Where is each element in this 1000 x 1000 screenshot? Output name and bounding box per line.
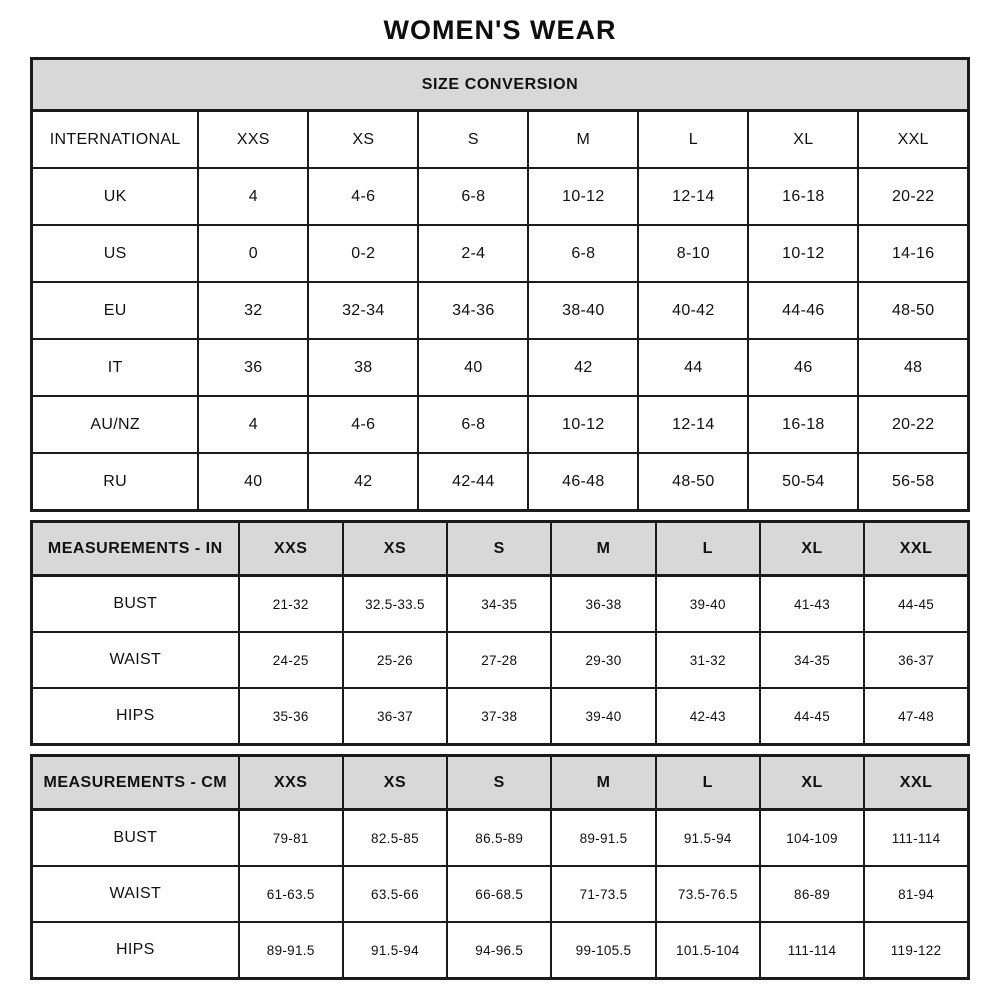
size-header-cell: XXL <box>864 522 968 576</box>
value-cell: 0-2 <box>308 225 418 282</box>
value-cell: 4-6 <box>308 168 418 225</box>
value-cell: 8-10 <box>638 225 748 282</box>
value-cell: 91.5-94 <box>343 922 447 979</box>
value-cell: 73.5-76.5 <box>656 866 760 922</box>
size-header-cell: L <box>638 111 748 169</box>
value-cell: 27-28 <box>447 632 551 688</box>
value-cell: 44-45 <box>864 576 968 633</box>
value-cell: 34-36 <box>418 282 528 339</box>
value-cell: 6-8 <box>528 225 638 282</box>
value-cell: 35-36 <box>239 688 343 745</box>
size-header-cell: XL <box>760 522 864 576</box>
value-cell: 48 <box>858 339 968 396</box>
value-cell: 36-37 <box>864 632 968 688</box>
value-cell: 99-105.5 <box>551 922 655 979</box>
value-cell: 20-22 <box>858 168 968 225</box>
table-row <box>32 339 969 396</box>
row-label-cell: WAIST <box>32 632 239 688</box>
value-cell: 40-42 <box>638 282 748 339</box>
value-cell: 34-35 <box>760 632 864 688</box>
size-header-cell: XXS <box>198 111 308 169</box>
value-cell: 10-12 <box>748 225 858 282</box>
row-label-cell: RU <box>32 453 199 511</box>
value-cell: 29-30 <box>551 632 655 688</box>
table-row <box>32 168 969 225</box>
size-header-cell: L <box>656 522 760 576</box>
value-cell: 16-18 <box>748 396 858 453</box>
row-label-cell: WAIST <box>32 866 239 922</box>
value-cell: 6-8 <box>418 168 528 225</box>
value-cell: 89-91.5 <box>551 810 655 867</box>
column-header-row <box>32 111 969 169</box>
row-label-cell: HIPS <box>32 688 239 745</box>
value-cell: 41-43 <box>760 576 864 633</box>
value-cell: 25-26 <box>343 632 447 688</box>
value-cell: 32 <box>198 282 308 339</box>
value-cell: 34-35 <box>447 576 551 633</box>
value-cell: 24-25 <box>239 632 343 688</box>
table-row <box>32 688 969 745</box>
value-cell: 39-40 <box>551 688 655 745</box>
value-cell: 6-8 <box>418 396 528 453</box>
table-row <box>32 396 969 453</box>
row-label-cell: US <box>32 225 199 282</box>
value-cell: 104-109 <box>760 810 864 867</box>
value-cell: 47-48 <box>864 688 968 745</box>
value-cell: 86.5-89 <box>447 810 551 867</box>
size-conversion-table <box>30 57 970 512</box>
value-cell: 46 <box>748 339 858 396</box>
value-cell: 71-73.5 <box>551 866 655 922</box>
value-cell: 39-40 <box>656 576 760 633</box>
value-cell: 81-94 <box>864 866 968 922</box>
table-title-cell: MEASUREMENTS - IN <box>32 522 239 576</box>
table-row <box>32 632 969 688</box>
size-header-cell: S <box>447 522 551 576</box>
table-row <box>32 866 969 922</box>
column-header-row <box>32 756 969 810</box>
value-cell: 63.5-66 <box>343 866 447 922</box>
size-header-cell: XS <box>343 522 447 576</box>
size-header-cell: S <box>418 111 528 169</box>
size-chart-page <box>30 12 970 980</box>
size-header-cell: M <box>551 522 655 576</box>
page-title: WOMEN'S WEAR <box>383 15 617 45</box>
value-cell: 16-18 <box>748 168 858 225</box>
size-header-cell: M <box>528 111 638 169</box>
value-cell: 56-58 <box>858 453 968 511</box>
value-cell: 79-81 <box>239 810 343 867</box>
size-header-cell: XS <box>308 111 418 169</box>
size-header-cell: XXS <box>239 756 343 810</box>
value-cell: 86-89 <box>760 866 864 922</box>
value-cell: 50-54 <box>748 453 858 511</box>
size-header-cell: XXL <box>864 756 968 810</box>
size-header-cell: M <box>551 756 655 810</box>
value-cell: 0 <box>198 225 308 282</box>
size-conversion-banner: SIZE CONVERSION <box>32 59 969 111</box>
value-cell: 21-32 <box>239 576 343 633</box>
measurements-in-table <box>30 520 970 746</box>
value-cell: 12-14 <box>638 168 748 225</box>
value-cell: 37-38 <box>447 688 551 745</box>
value-cell: 111-114 <box>760 922 864 979</box>
value-cell: 89-91.5 <box>239 922 343 979</box>
value-cell: 66-68.5 <box>447 866 551 922</box>
value-cell: 44 <box>638 339 748 396</box>
size-header-cell: XXL <box>858 111 968 169</box>
value-cell: 48-50 <box>858 282 968 339</box>
row-label-cell: BUST <box>32 576 239 633</box>
value-cell: 36-37 <box>343 688 447 745</box>
column-header-row <box>32 522 969 576</box>
row-label-cell: HIPS <box>32 922 239 979</box>
table-row <box>32 282 969 339</box>
value-cell: 42 <box>308 453 418 511</box>
table-row <box>32 576 969 633</box>
table-title-cell: MEASUREMENTS - CM <box>32 756 239 810</box>
value-cell: 42 <box>528 339 638 396</box>
row-label-cell: IT <box>32 339 199 396</box>
value-cell: 82.5-85 <box>343 810 447 867</box>
measurements-cm-table <box>30 754 970 980</box>
value-cell: 48-50 <box>638 453 748 511</box>
value-cell: 101.5-104 <box>656 922 760 979</box>
value-cell: 40 <box>198 453 308 511</box>
value-cell: 46-48 <box>528 453 638 511</box>
value-cell: 4 <box>198 396 308 453</box>
value-cell: 61-63.5 <box>239 866 343 922</box>
value-cell: 4 <box>198 168 308 225</box>
table-title-cell: INTERNATIONAL <box>32 111 199 169</box>
value-cell: 94-96.5 <box>447 922 551 979</box>
value-cell: 38 <box>308 339 418 396</box>
value-cell: 42-43 <box>656 688 760 745</box>
value-cell: 12-14 <box>638 396 748 453</box>
value-cell: 20-22 <box>858 396 968 453</box>
value-cell: 111-114 <box>864 810 968 867</box>
size-header-cell: XL <box>760 756 864 810</box>
value-cell: 32-34 <box>308 282 418 339</box>
value-cell: 14-16 <box>858 225 968 282</box>
size-header-cell: S <box>447 756 551 810</box>
value-cell: 36-38 <box>551 576 655 633</box>
value-cell: 40 <box>418 339 528 396</box>
row-label-cell: BUST <box>32 810 239 867</box>
table-row <box>32 225 969 282</box>
value-cell: 32.5-33.5 <box>343 576 447 633</box>
size-header-cell: XS <box>343 756 447 810</box>
size-conversion-banner-row <box>32 59 969 111</box>
value-cell: 36 <box>198 339 308 396</box>
value-cell: 4-6 <box>308 396 418 453</box>
value-cell: 119-122 <box>864 922 968 979</box>
table-row <box>32 453 969 511</box>
size-header-cell: L <box>656 756 760 810</box>
value-cell: 38-40 <box>528 282 638 339</box>
value-cell: 10-12 <box>528 168 638 225</box>
value-cell: 91.5-94 <box>656 810 760 867</box>
value-cell: 42-44 <box>418 453 528 511</box>
value-cell: 2-4 <box>418 225 528 282</box>
table-row <box>32 810 969 867</box>
row-label-cell: AU/NZ <box>32 396 199 453</box>
value-cell: 10-12 <box>528 396 638 453</box>
row-label-cell: EU <box>32 282 199 339</box>
value-cell: 44-46 <box>748 282 858 339</box>
row-label-cell: UK <box>32 168 199 225</box>
value-cell: 44-45 <box>760 688 864 745</box>
size-header-cell: XL <box>748 111 858 169</box>
size-header-cell: XXS <box>239 522 343 576</box>
table-row <box>32 922 969 979</box>
value-cell: 31-32 <box>656 632 760 688</box>
